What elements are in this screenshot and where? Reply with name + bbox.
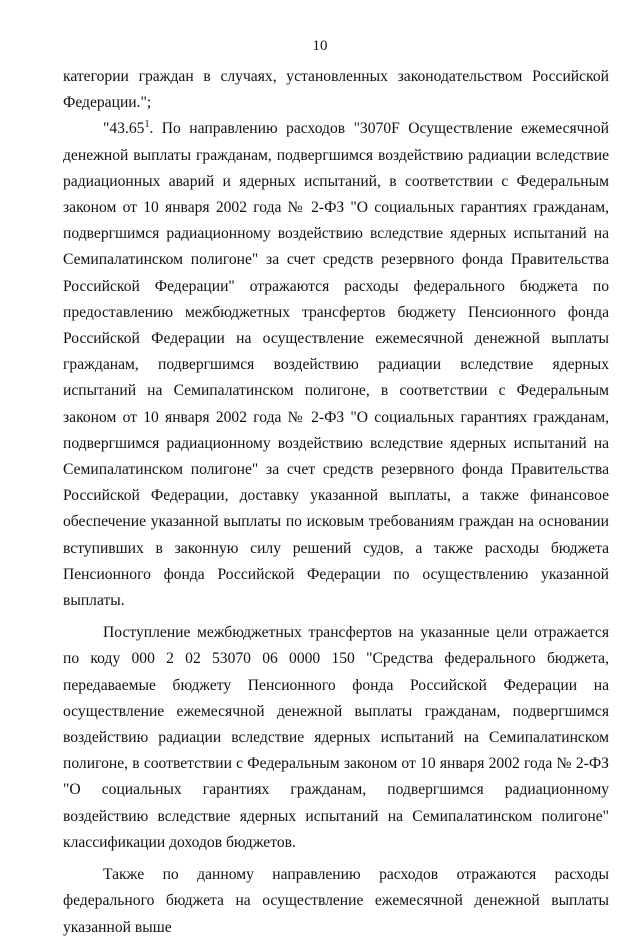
paragraph-43-65 [63,116,609,614]
clause-superscript: 1 [144,119,150,131]
document-body [63,64,609,941]
clause-number: "43.65 [103,120,145,138]
page-number: 10 [312,38,328,54]
paragraph-continuation: категории граждан в случаях, установленных законодательством Российской Федерации."; [63,68,609,112]
paragraph-revenue: Поступление межбюджетных трансфертов на указанные цели отражается по коду 000 2 02 53070 06 0000 150 "Средства федерального бюджета, передаваемые бюджету Пенсионного фонда Российской Федерации на осуществление ежемесячной денежной выплаты гражданам, подвергшимся воздействию радиации вследствие ядерных испытаний на Семипалатинском полигоне, в соответствии с Федеральным законом от 10 января 2002 года № 2-ФЗ "О социальных гарантиях гражданам, подвергшимся радиационному воздействию вследствие ядерных испытаний на Семипалатинском полигоне" классификации доходов бюджетов. [63,624,609,851]
paragraph-also: Также по данному направлению расходов отражаются расходы федерального бюджета на осуществление ежемесячной денежной выплаты указанной выше [63,866,609,936]
clause-text: . По направлению расходов "3070F Осуществление ежемесячной денежной выплаты гражданам, подвергшимся воздействию радиации вследствие радиационных аварий и ядерных испытаний, в соответствии с Федеральным законом от 10 января 2002 года № 2-ФЗ "О социальных гарантиях гражданам, подвергшимся радиационному воздействию вследствие ядерных испытаний на Семипалатинском полигоне" за счет средств резервного фонда Правительства Российской Федерации" отражаются расходы федерального бюджета по предоставлению межбюджетных трансфертов бюджету Пенсионного фонда Российской Федерации на осуществление ежемесячной денежной выплаты гражданам, подвергшимся воздействию радиации вследствие ядерных испытаний на Семипалатинском полигоне, в соответствии с Федеральным законом от 10 января 2002 года № 2-ФЗ "О социальных гарантиях гражданам, подвергшимся радиационному воздействию вследствие ядерных испытаний на Семипалатинском полигоне" за счет средств резервного фонда Правительства Российской Федерации, доставку указанной выплаты, а также финансовое обеспечение указанной выплаты по исковым требованиям граждан на основании вступивших в законную силу решений судов, а также расходы бюджета Пенсионного фонда Российской Федерации по осуществлению указанной выплаты. [63,120,609,610]
